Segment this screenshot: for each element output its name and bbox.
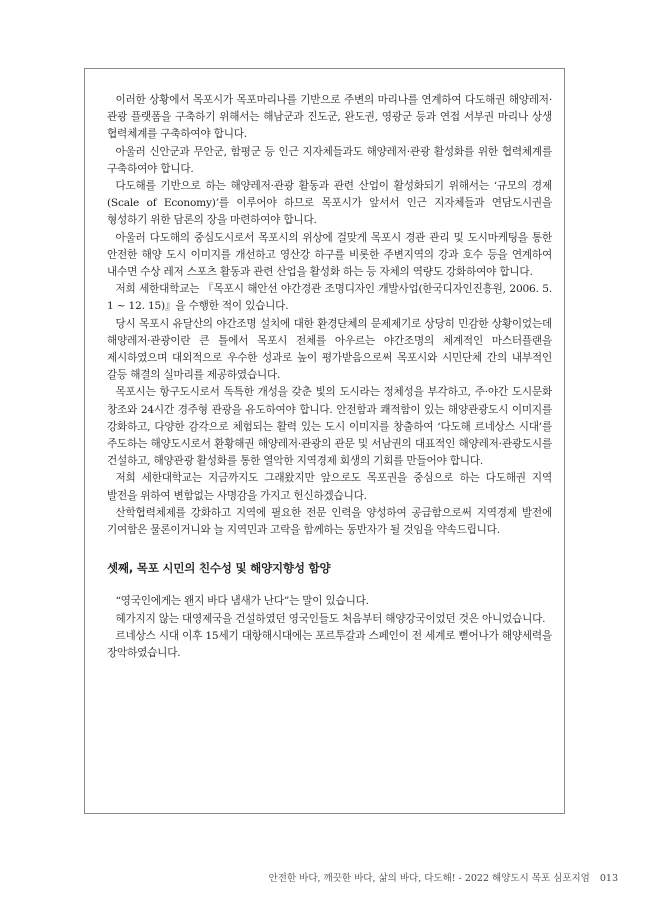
paragraph: 저희 세한대학교는 『목포시 해안선 야간경관 조명디자인 개발사업(한국디자인진흥원, 2006. 5. 1 ~ 12. 15)』을 수행한 적이 있습니다.	[107, 283, 552, 313]
page-footer	[269, 870, 618, 884]
paragraph: 저희 세한대학교는 지금까지도 그래왔지만 앞으로도 목포권을 중심으로 하는 다도해권 지역 발전을 위하여 변함없는 사명감을 가지고 헌신하겠습니다.	[107, 472, 552, 502]
paragraph: 아울러 다도해의 중심도시로서 목포시의 위상에 걸맞게 목포시 경관 관리 및 도시마케팅을 통한 안전한 해양 도시 이미지를 개선하고 영산강 하구를 비롯한 주변지역의 강과 호수 등을 연계하여 내수면 수상 레저 스포츠 활동과 관련 산업을 활성화 하는 등 자체의 역량도 강화하여야 합니다.	[107, 231, 552, 279]
paragraph: 다도해를 기반으로 하는 해양레저·관광 활동과 관련 산업이 활성화되기 위해서는 ‘규모의 경제(Scale of Economy)’를 이루어야 하므로 목포시가 앞서서 인근 지자체들과 연담도시권을 형성하기 위한 담론의 장을 마련하여야 합니다.	[107, 180, 552, 227]
paragraph: 산학협력체제를 강화하고 지역에 필요한 전문 인력을 양성하여 공급함으로써 지역경제 발전에 기여함은 물론이거니와 늘 지역민과 고락을 함께하는 동반자가 될 것임을 약속드립니다.	[107, 506, 552, 537]
paragraph: 당시 목포시 유달산의 야간조명 설치에 대한 환경단체의 문제제기로 상당히 민감한 상황이었는데 해양레저·관광이란 큰 틀에서 목포시 전체를 아우르는 야간조명의 체계적인 마스터플랜을 제시하였으며 대외적으로 우수한 성과로 높이 평가받음으로써 목포시와 시민단체 간의 내부적인 갈등 해결의 실마리를 제공하였습니다.	[107, 317, 552, 382]
paragraph: 이러한 상황에서 목포시가 목포마리나를 기반으로 주변의 마리나를 연계하여 다도해권 해양레저·관광 플랫폼을 구축하기 위해서는 해남군과 진도군, 완도권, 영광군 등과 연접 서부권 마리나 상생 협력체계를 구축하여야 합니다.	[107, 94, 552, 141]
paragraph: 헤가지지 않는 대영제국을 건설하였던 영국인들도 처음부터 해양강국이었던 것은 아니었습니다.	[115, 612, 546, 625]
page-number: 013	[599, 873, 618, 884]
paragraph: “영국인에게는 왠지 바다 냄새가 난다”는 말이 있습니다.	[115, 595, 369, 608]
paragraph: 목포시는 항구도시로서 독특한 개성을 갖춘 빛의 도시라는 정체성을 부각하고, 주·야간 도시문화 창조와 24시간 경주형 관광을 유도하여야 합니다. 안전함과 쾌적함이 있는 해양관광도시 이미지를 강화하고, 다양한 감각으로 체험되는 활력 있는 도시 이미지를 창출하여 ‘다도해 르네상스 시대’를 주도하는 해양도시로서 환황해권 해양레저·관광의 관문 및 서남권의 대표적인 해양레저·관광도시를 건설하고, 해양관광 활성화를 통한 열악한 지역경제 회생의 기회를 만들어야 합니다.	[107, 386, 552, 468]
paragraph: 아울러 신안군과 무안군, 함평군 등 인근 지자체들과도 해양레저·관광 활성화를 위한 협력체계를 구축하여야 합니다.	[107, 145, 552, 175]
body-text	[107, 92, 552, 662]
footer-text: 안전한 바다, 깨끗한 바다, 삶의 바다, 다도해! - 2022 해양도시 목포 심포지엄	[268, 873, 590, 884]
paragraph: 르네상스 시대 이후 15세기 대항해시대에는 포르투갈과 스페인이 전 세계로 뻗어나가 해양세력을 장악하였습니다.	[107, 629, 552, 660]
section-heading: 셋째, 목포 시민의 친수성 및 해양지향성 함양	[107, 561, 331, 576]
